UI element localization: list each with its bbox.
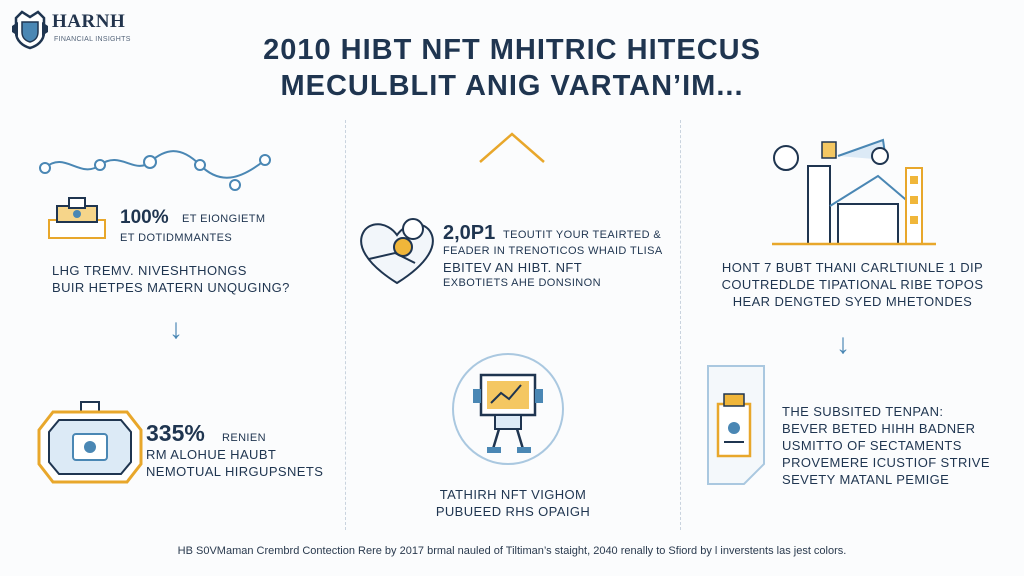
center-caption-line2: PUBUEED RHS OPAIGH [435, 504, 591, 519]
center-stat-value: 2,0P1 [443, 222, 496, 244]
divider-left [345, 120, 346, 530]
right-text1-line1: HONT 7 BUBT THANI CARLTIUNLE 1 DIP [721, 260, 984, 275]
right-text2-line5: SEVETY MATANL PEMIGE [782, 472, 950, 487]
up-chevron-icon [478, 132, 546, 164]
page-title-line2: MECULBLIT ANIG VARTAN’IM... [280, 70, 744, 102]
left-stat1-sublabel: ET DOTIDMMANTES [120, 232, 233, 244]
network-line-icon [40, 140, 295, 200]
right-text2-line4: PROVEMERE ICUSTIOF STRIVE [782, 455, 990, 470]
left-stat2-line2: RM ALOHUE HAUBT [146, 447, 277, 462]
left-stat2-line3: NEMOTUAL HIRGUPSNETS [146, 464, 324, 479]
left-question-line1: LHG TREMV. NIVESHTHONGS [52, 263, 247, 278]
right-text2-line1: THE SUBSITED TENPAN: [782, 404, 944, 419]
right-text1-line2: COUTREDLDE TIPATIONAL RIBE TOPOS [721, 277, 984, 292]
building-skyline-icon [768, 136, 938, 248]
right-text2-line2: BEVER BETED HIHH BADNER [782, 421, 976, 436]
logo-name: HARNH [52, 11, 126, 32]
shield-crest-icon [10, 10, 50, 50]
left-stat1-label: ET EIONGIETM [182, 213, 266, 225]
page-title-line1: 2010 HIBT NFT MHITRIC HITECUS [263, 34, 761, 66]
heart-hands-icon [355, 213, 439, 289]
logo-subtitle: FINANCIAL INSIGHTS [54, 36, 131, 43]
left-stat2-value: 335% [146, 420, 205, 446]
document-lock-icon [704, 364, 774, 488]
center-stat-text1: TEOUTIT YOUR TEAIRTED & [503, 229, 662, 241]
down-arrow-icon: ↓ [169, 313, 183, 344]
left-stat1-value: 100% [120, 207, 169, 228]
center-stat-text3: EBITEV AN HIBT. NFT [443, 260, 583, 275]
right-text1-line3: HEAR DENGTED SYED MHETONDES [732, 294, 973, 309]
briefcase-icon [45, 196, 109, 242]
center-stat-sub: EXBOTIETS AHE DONSINON [443, 277, 601, 289]
right-text2-line3: USMITTO OF SECTAMENTS [782, 438, 962, 453]
vault-icon [35, 402, 145, 488]
left-question-line2: BUIR HETPES MATERN UNQUGING? [52, 280, 290, 295]
divider-right [680, 120, 681, 530]
monitor-robot-icon [447, 353, 569, 465]
footer-note: HB S0VMaman Crembrd Contection Rere by 2017 brmal nauled of Tiltiman’s staight, 2040 renally to Sfiord by l inverstents las jest colors. [177, 545, 847, 557]
center-caption-line1: TATHIRH NFT VIGHOM [439, 487, 587, 502]
left-stat2-label: RENIEN [222, 432, 266, 444]
center-stat-text2: FEADER IN TRENOTICOS WHAID TLISA [443, 245, 663, 257]
down-arrow-icon: ↓ [836, 328, 850, 359]
